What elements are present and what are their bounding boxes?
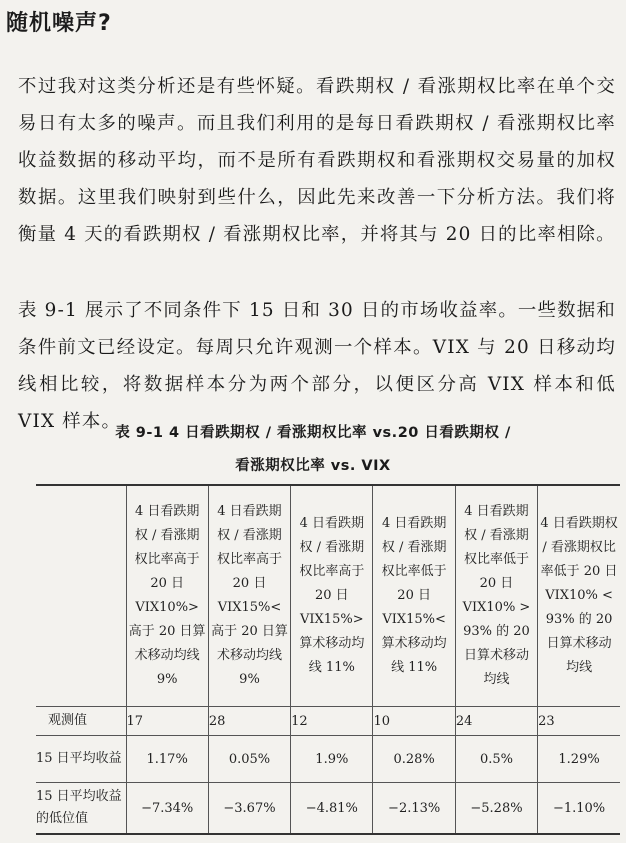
table-row xyxy=(36,736,620,783)
table-row xyxy=(36,783,620,835)
column-header: 4 日看跌期权 / 看涨期权比率低于 20 日 VIX10% < 93% 的 20 日算术移动均线 xyxy=(540,516,618,675)
column-header: 4 日看跌期权 / 看涨期权比率低于 20 日 VIX10% > 93% 的 20 日算术移动均线 xyxy=(455,485,537,707)
table-cell: −4.81% xyxy=(291,783,373,835)
table-cell: 1.17% xyxy=(126,736,208,783)
table-cell: −1.10% xyxy=(552,800,606,816)
table-cell: 24 xyxy=(455,707,537,736)
row-label: 观测值 xyxy=(36,707,126,736)
table-caption-line-2: 看涨期权比率 vs. VIX xyxy=(235,458,391,474)
table-cell: 10 xyxy=(373,707,455,736)
column-header: 4 日看跌期权 / 看涨期权比率低于 20 日 VIX15%< 算术移动均线 11% xyxy=(373,485,455,707)
table-row xyxy=(36,707,620,736)
table-cell: −3.67% xyxy=(208,783,290,835)
table-cell: −7.34% xyxy=(126,783,208,835)
row-label: 15 日平均收益 xyxy=(36,736,126,783)
table-cell: 1.29% xyxy=(558,751,600,767)
table-header-row xyxy=(36,485,620,707)
column-header: 4 日看跌期权 / 看涨期权比率高于 20 日 VIX15%< 高于 20 日算术移动均线 9% xyxy=(208,485,290,707)
table-cell: 0.5% xyxy=(455,736,537,783)
paragraph-1: 不过我对这类分析还是有些怀疑。看跌期权 / 看涨期权比率在单个交易日有太多的噪声。而且我们利用的是每日看跌期权 / 看涨期权比率收益数据的移动平均，而不是所有看跌期权和看涨期权交易量的加权数据。这里我们映射到些什么，因此先来改善一下分析方法。我们将衡量 4 天的看跌期权 / 看涨期权比率，并将其与 20 日的比率相除。 xyxy=(18,76,616,245)
row-label: 15 日平均收益的低位值 xyxy=(36,783,126,835)
table-cell: 0.05% xyxy=(208,736,290,783)
table-cell: 0.28% xyxy=(373,736,455,783)
table-cell: 12 xyxy=(291,707,373,736)
table-caption-line-1: 表 9-1 4 日看跌期权 / 看涨期权比率 vs.20 日看跌期权 / xyxy=(115,425,511,441)
column-header: 4 日看跌期权 / 看涨期权比率高于 20 日 VIX10%> 高于 20 日算术移动均线 9% xyxy=(126,485,208,707)
table-cell: −2.13% xyxy=(373,783,455,835)
column-header-blank xyxy=(36,485,126,707)
table-cell: −5.28% xyxy=(455,783,537,835)
column-header: 4 日看跌期权 / 看涨期权比率高于 20 日 VIX15%> 算术移动均线 11% xyxy=(291,485,373,707)
section-heading: 随机噪声? xyxy=(6,11,112,36)
table-cell: 17 xyxy=(126,707,208,736)
table-cell: 23 xyxy=(538,713,555,729)
data-table xyxy=(36,484,620,835)
table-cell: 1.9% xyxy=(291,736,373,783)
paragraph-2: 表 9-1 展示了不同条件下 15 日和 30 日的市场收益率。一些数据和条件前文已经设定。每周只允许观测一个样本。VIX 与 20 日移动均线相比较，将数据样本分为两个部分，以便区分高 VIX 样本和低 VIX 样本。 xyxy=(18,300,616,432)
table-cell: 28 xyxy=(208,707,290,736)
